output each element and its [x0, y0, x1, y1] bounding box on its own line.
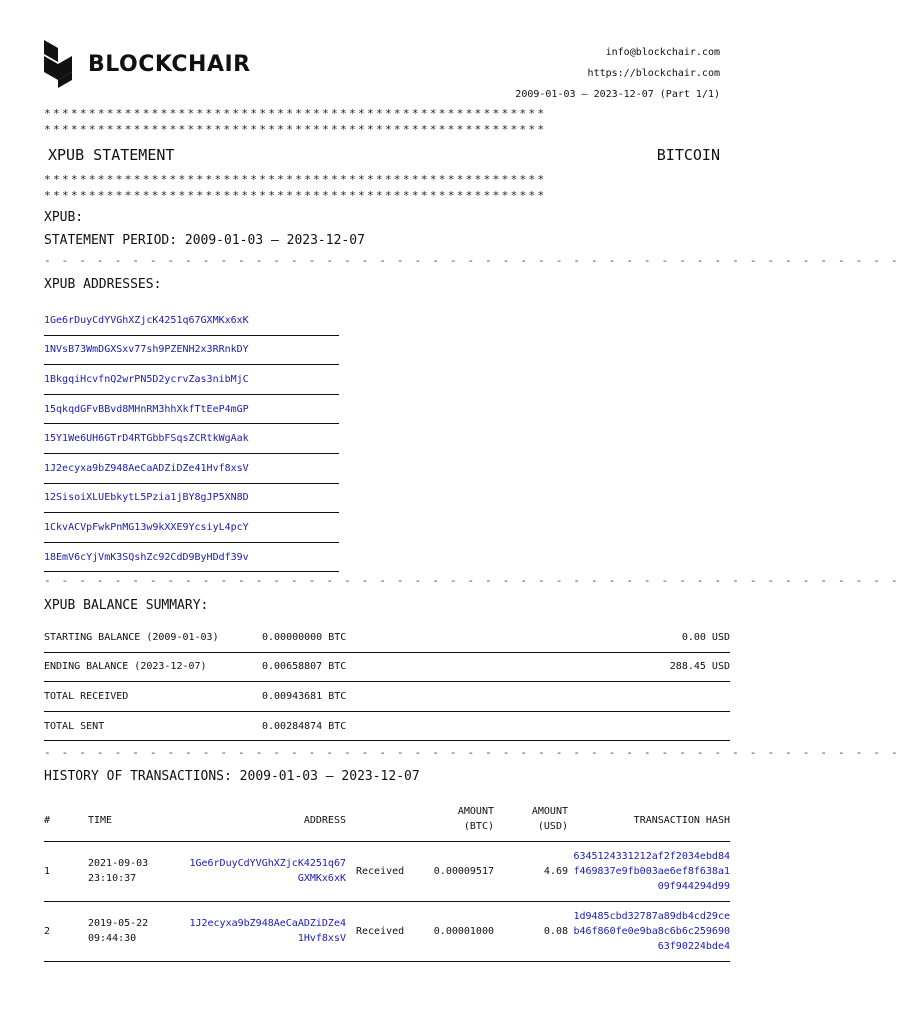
header-time: TIME: [88, 815, 113, 826]
address-link[interactable]: 18EmV6cYjVmK3SQshZc92CdD9ByHDdf39v: [44, 543, 339, 573]
dash-divider: - - - - - - - - - - - - - - - - - - - - - - - - - - - - - - - - - - - - - - - - - - - - - - - - -: [44, 574, 900, 587]
balance-label: TOTAL RECEIVED: [44, 690, 129, 702]
statement-period: STATEMENT PERIOD: 2009-01-03 — 2023-12-07: [44, 233, 365, 248]
tx-address-link[interactable]: 1J2ecyxa9bZ948AeCaADZiDZe41Hvf8xsV: [189, 918, 346, 944]
balance-btc: 0.00658807 BTC: [262, 661, 347, 673]
balance-row: [44, 712, 730, 742]
address-list: [44, 306, 339, 572]
balance-label: ENDING BALANCE (2023-12-07): [44, 661, 207, 673]
header-hash: TRANSACTION HASH: [633, 815, 730, 826]
address-link[interactable]: 1J2ecyxa9bZ948AeCaADZiDZe41Hvf8xsV: [44, 454, 339, 484]
tx-hash-link[interactable]: 1d9485cbd32787a89db4cd29ceb46f860fe0e9ba8c6b6c25969063f90224bde4: [573, 911, 730, 952]
header-amount-btc-line2: (BTC): [463, 821, 494, 832]
transactions-table: [44, 800, 730, 962]
address-link[interactable]: 15qkqdGFvBBvd8MHnRM3hhXkfTtEeP4mGP: [44, 395, 339, 425]
star-divider: ********************************************************: [44, 173, 547, 186]
balance-label: STARTING BALANCE (2009-01-03): [44, 631, 219, 643]
transactions-header: [44, 800, 730, 842]
balance-row: [44, 653, 730, 683]
tx-type: Received: [356, 866, 405, 877]
tx-amount-usd: 0.08: [543, 926, 568, 937]
tx-date: 2021-09-03: [88, 858, 149, 869]
tx-address-link[interactable]: 1Ge6rDuyCdYVGhXZjcK4251q67GXMKx6xK: [189, 858, 346, 884]
address-link[interactable]: 12SisoiXLUEbkytL5Pzia1jBY8gJP5XN8D: [44, 484, 339, 514]
coin-name: BITCOIN: [656, 146, 720, 164]
dash-divider: - - - - - - - - - - - - - - - - - - - - - - - - - - - - - - - - - - - - - - - - - - - - - - - - -: [44, 254, 900, 267]
tx-amount-usd: 4.69: [543, 866, 568, 877]
addresses-title: XPUB ADDRESSES:: [44, 277, 162, 292]
header-index: #: [44, 815, 51, 826]
tx-index: 1: [44, 866, 51, 877]
balance-title: XPUB BALANCE SUMMARY:: [44, 598, 209, 613]
blockchair-logo-icon: [44, 40, 72, 88]
balance-table: [44, 623, 730, 741]
star-divider: ********************************************************: [44, 189, 547, 202]
header-amount-usd-line1: AMOUNT: [531, 806, 568, 817]
tx-clock: 23:10:37: [88, 873, 137, 884]
tx-amount-btc: 0.00001000: [433, 926, 494, 937]
balance-row: [44, 623, 730, 653]
tx-index: 2: [44, 926, 51, 937]
address-link[interactable]: 1CkvACVpFwkPnMG13w9kXXE9YcsiyL4pcY: [44, 513, 339, 543]
address-link[interactable]: 1Ge6rDuyCdYVGhXZjcK4251q67GXMKx6xK: [44, 306, 339, 336]
history-title: HISTORY OF TRANSACTIONS: 2009-01-03 — 2023-12-07: [44, 769, 420, 784]
balance-label: TOTAL SENT: [44, 720, 105, 732]
tx-date: 2019-05-22: [88, 918, 149, 929]
header-amount-btc: [458, 804, 494, 834]
address-link[interactable]: 15Y1We6UH6GTrD4RTGbbFSqsZCRtkWgAak: [44, 424, 339, 454]
header-amount-usd-line2: (USD): [537, 821, 568, 832]
star-divider: ********************************************************: [44, 123, 547, 136]
tx-time: [88, 856, 148, 886]
tx-hash-link[interactable]: 6345124331212af2f2034ebd84f469837e9fb003ae6ef8f638a109f944294d99: [573, 851, 730, 892]
dash-divider: - - - - - - - - - - - - - - - - - - - - - - - - - - - - - - - - - - - - - - - - - - - - - - - - -: [44, 746, 900, 759]
balance-btc: 0.00284874 BTC: [262, 720, 347, 732]
header-amount-btc-line1: AMOUNT: [457, 806, 494, 817]
report-period: 2009-01-03 — 2023-12-07 (Part 1/1): [515, 89, 720, 100]
header-amount-usd: [532, 804, 568, 834]
tx-clock: 09:44:30: [88, 933, 137, 944]
star-divider: ********************************************************: [44, 107, 547, 120]
balance-usd: 0.00 USD: [681, 631, 730, 643]
table-row: [44, 842, 730, 902]
table-row: [44, 902, 730, 962]
contact-email[interactable]: info@blockchair.com: [605, 47, 720, 58]
tx-type: Received: [356, 926, 405, 937]
balance-btc: 0.00000000 BTC: [262, 631, 347, 643]
address-link[interactable]: 1BkgqiHcvfnQ2wrPN5D2ycrvZas3nibMjC: [44, 365, 339, 395]
contact-url[interactable]: https://blockchair.com: [587, 68, 720, 79]
tx-time: [88, 916, 148, 946]
contact-block: [515, 42, 720, 105]
xpub-label: XPUB:: [44, 210, 84, 225]
header-address: ADDRESS: [303, 815, 346, 826]
tx-amount-btc: 0.00009517: [433, 866, 494, 877]
balance-usd: 288.45 USD: [669, 661, 730, 673]
blockchair-logo: [44, 40, 251, 88]
balance-row: [44, 682, 730, 712]
statement-heading: [48, 146, 720, 164]
brand-name: BLOCKCHAIR: [88, 51, 251, 77]
address-link[interactable]: 1NVsB73WmDGXSxv77sh9PZENH2x3RRnkDY: [44, 336, 339, 366]
balance-btc: 0.00943681 BTC: [262, 690, 347, 702]
statement-title: XPUB STATEMENT: [48, 146, 175, 164]
